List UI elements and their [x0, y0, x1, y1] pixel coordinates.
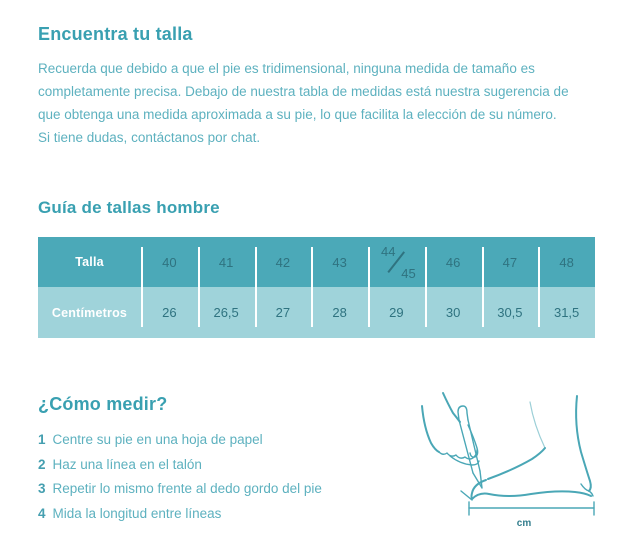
measure-unit-label: cm: [516, 518, 532, 529]
column-divider: [482, 247, 484, 327]
foot-measurement-illustration: [398, 380, 630, 530]
cm-cell: 26,5: [213, 305, 239, 320]
pencil-left-edge: [459, 420, 473, 473]
size-cell-bottom: 45: [401, 266, 416, 281]
column-divider: [141, 247, 143, 327]
size-cell: 41: [218, 254, 234, 270]
intro-line: que obtenga una medida aproximada a su pie, lo que facilita la elección de su número.: [38, 107, 557, 122]
intro-paragraph: [38, 57, 569, 149]
step-text: Centre su pie en una hoja de papel: [52, 432, 263, 447]
foot-instep-line: [488, 448, 545, 479]
column-divider: [368, 247, 370, 327]
hand-knuckles-line: [439, 450, 477, 459]
column-divider: [311, 247, 313, 327]
how-to-measure-title: ¿Cómo medir?: [38, 394, 168, 414]
column-divider: [538, 247, 540, 327]
cm-row: [38, 287, 595, 338]
step-number: 2: [38, 456, 46, 472]
cm-cell: 30: [445, 305, 461, 320]
size-cell-top: 44: [381, 244, 396, 259]
step-number: 1: [38, 432, 46, 447]
leg-back-line: [576, 396, 591, 491]
step-number: 3: [38, 481, 46, 496]
size-cell: 47: [502, 254, 518, 270]
how-to-step: [38, 428, 322, 453]
how-to-step: [38, 453, 322, 478]
step-number: 4: [38, 505, 46, 521]
size-cell: 42: [275, 254, 291, 270]
foot-sole-line: [472, 491, 591, 499]
size-row-label: Talla: [75, 255, 104, 269]
cm-cell: 26: [162, 305, 177, 320]
cm-cell: 30,5: [497, 305, 523, 320]
hand-wrist-inner-line: [443, 393, 460, 422]
intro-line: completamente precisa. Debajo de nuestra tabla de medidas está nuestra sugerencia de: [38, 84, 569, 99]
size-table: [38, 237, 595, 338]
intro-line: Si tiene dudas, contáctanos por chat.: [38, 130, 261, 145]
size-cell: 48: [559, 254, 574, 270]
size-guide-title: Guía de tallas hombre: [38, 198, 220, 217]
size-cell: [368, 237, 425, 287]
column-divider: [198, 247, 200, 327]
size-cell: 43: [332, 254, 347, 270]
size-row: [38, 237, 595, 287]
size-cell: 40: [162, 254, 177, 270]
cm-cell: 28: [332, 305, 347, 320]
how-to-step: [38, 477, 322, 502]
cm-cell: 31,5: [553, 305, 580, 320]
intro-line: Recuerda que debido a que el pie es tridimensional, ninguna medida de tamaño es: [38, 61, 535, 76]
hand-wrist-outer-line: [422, 406, 439, 452]
pencil-mark-line: [461, 491, 472, 500]
column-divider: [425, 247, 427, 327]
size-cell: 46: [445, 254, 461, 270]
column-divider: [255, 247, 257, 327]
cm-row-label: Centímetros: [51, 305, 128, 320]
pencil-top-cap: [458, 406, 468, 420]
step-text: Haz una línea en el talón: [52, 456, 202, 472]
cm-cell: 29: [389, 305, 404, 320]
step-text: Repetir lo mismo frente al dedo gordo del pie: [52, 481, 322, 496]
how-to-step: [38, 502, 322, 527]
page-title: Encuentra tu talla: [38, 24, 193, 44]
foot-shin-line: [530, 402, 545, 448]
how-to-measure-steps: [38, 428, 322, 526]
cm-cell: 27: [275, 305, 291, 320]
step-text: Mida la longitud entre líneas: [52, 505, 222, 521]
